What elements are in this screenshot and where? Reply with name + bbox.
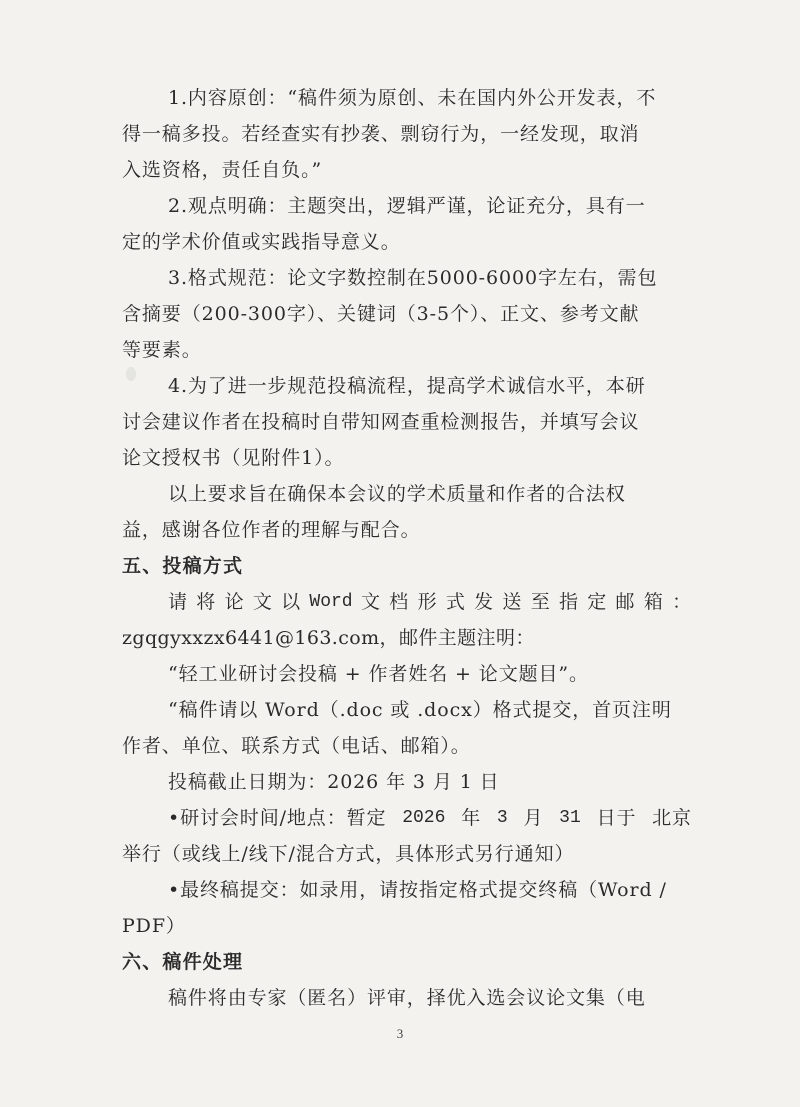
text-token: 2026 (402, 808, 446, 828)
text-token: 式 (445, 591, 466, 613)
text-line: 作者、单位、联系方式（电话、邮箱）。 (122, 735, 471, 757)
text-token: 文 (361, 591, 381, 613)
text-token: 日于 (596, 807, 637, 829)
text-line (122, 584, 692, 620)
text-token: 发 (474, 591, 495, 613)
text-line: •最终稿提交：如录用，请按指定格式提交终稿（Word / (168, 879, 667, 901)
text-token: ： (672, 591, 692, 613)
page-number: 3 (396, 1026, 404, 1041)
section-heading: 五、投稿方式 (122, 555, 244, 577)
text-token: 北京 (652, 807, 692, 829)
text-line: 定的学术价值或实践指导意义。 (122, 231, 401, 253)
text-token: 档 (389, 591, 410, 613)
text-token: 以 (281, 591, 302, 613)
text-token: 年 (461, 807, 482, 829)
text-token: 至 (530, 591, 551, 613)
text-line: 益，感谢各位作者的理解与配合。 (122, 519, 421, 541)
text-line: PDF） (122, 915, 186, 937)
section-heading: 六、稿件处理 (122, 951, 244, 973)
document-body (122, 80, 692, 1016)
text-line: 3.格式规范：论文字数控制在5000-6000字左右，需包 (168, 267, 658, 289)
text-line: 得一稿多投。若经查实有抄袭、剽窃行为，一经发现，取消 (122, 123, 640, 145)
text-token: Word (309, 592, 353, 612)
text-token: 将 (196, 591, 217, 613)
text-line: 以上要求旨在确保本会议的学术质量和作者的合法权 (168, 483, 626, 505)
text-line: 4.为了进一步规范投稿流程，提高学术诚信水平，本研 (168, 375, 646, 397)
text-token: •研讨会时间/地点：暂定 (168, 807, 387, 829)
text-line: 2.观点明确：主题突出，逻辑严谨，论证充分，具有一 (168, 195, 646, 217)
text-token: 论 (224, 591, 245, 613)
text-line: 论文授权书（见附件1）。 (122, 447, 345, 469)
text-line (122, 800, 692, 836)
email-line: zgqgyxxzx6441@163.com，邮件主题注明： (122, 627, 535, 649)
text-token: 文 (252, 591, 273, 613)
text-line: “稿件请以 Word（.doc 或 .docx）格式提交，首页注明 (168, 699, 672, 721)
text-line: 讨会建议作者在投稿时自带知网查重检测报告，并填写会议 (122, 411, 640, 433)
text-token: 请 (168, 591, 188, 613)
text-line: 入选资格，责任自负。” (122, 159, 323, 181)
text-token: 3 (496, 808, 508, 828)
text-token: 形 (417, 591, 438, 613)
text-token: 指 (558, 591, 579, 613)
text-line: 举行（或线上/线下/混合方式，具体形式另行通知） (122, 843, 575, 865)
text-token: 送 (502, 591, 523, 613)
text-token: 箱 (643, 591, 664, 613)
text-line: 等要素。 (122, 339, 202, 361)
text-line: 1.内容原创：“稿件须为原创、未在国内外公开发表，不 (168, 87, 657, 109)
text-token: 31 (559, 808, 581, 828)
text-line: 投稿截止日期为：2026 年 3 月 1 日 (168, 771, 500, 793)
text-token: 定 (587, 591, 608, 613)
text-token: 邮 (615, 591, 636, 613)
text-line: “轻工业研讨会投稿 + 作者姓名 + 论文题目”。 (168, 663, 589, 685)
text-line: 含摘要（200-300字）、关键词（3-5个）、正文、参考文献 (122, 303, 640, 325)
text-token: 月 (523, 807, 544, 829)
text-line: 稿件将由专家（匿名）评审，择优入选会议论文集（电 (168, 987, 646, 1009)
